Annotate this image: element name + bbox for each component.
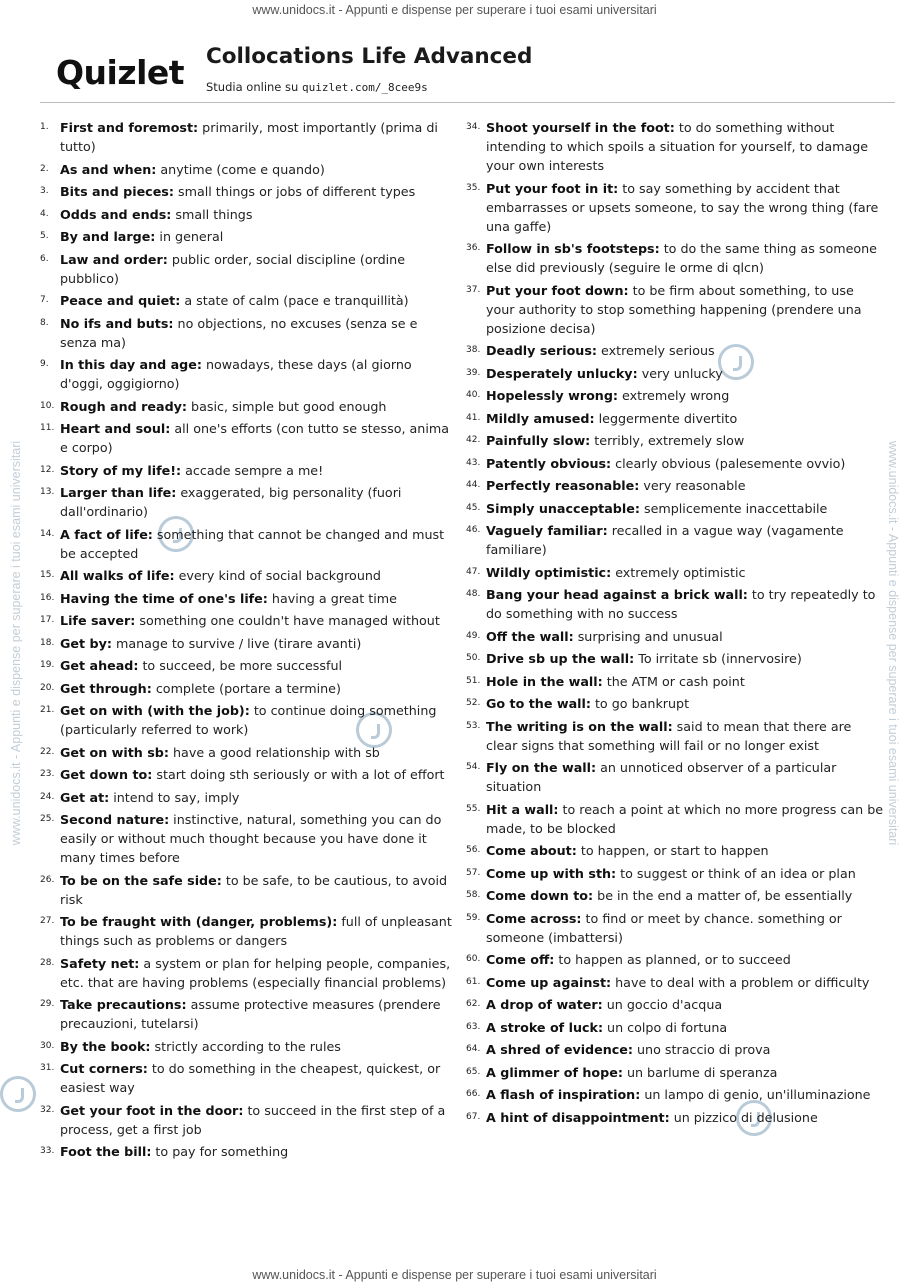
list-item [40, 205, 458, 224]
list-item [466, 694, 884, 713]
list-item [40, 611, 458, 630]
item-term: Hopelessly wrong: [486, 388, 618, 403]
item-definition: all one's efforts (con tutto se stesso, anima e corpo) [60, 421, 450, 455]
item-term: Life saver: [60, 613, 136, 628]
list-item [466, 800, 884, 838]
item-term: Get at: [60, 789, 110, 805]
item-number: 2. [40, 163, 49, 174]
item-number: 59. [466, 912, 481, 923]
item-term: Larger than life: [60, 485, 177, 500]
item-term: To be fraught with (danger, problems): [60, 914, 338, 929]
list-item [466, 521, 884, 559]
item-term: Come up against: [486, 974, 612, 990]
list-item [40, 1142, 458, 1161]
list-item [466, 239, 884, 277]
item-number: 9. [40, 359, 49, 369]
item-definition: un pizzico di delusione [669, 1109, 818, 1125]
item-number: 56. [466, 845, 481, 855]
list-item [40, 483, 458, 521]
list-item [466, 841, 884, 860]
entries-column-left [40, 118, 458, 1165]
item-number: 7. [40, 295, 49, 305]
item-definition: have a good relationship with sb [168, 744, 380, 760]
item-definition: have to deal with a problem or difficulty [611, 974, 870, 990]
watermark-bottom: www.unidocs.it - Appunti e dispense per superare i tuoi esami universitari [252, 1268, 657, 1282]
item-definition: no objections, no excuses (senza se e senza ma) [60, 315, 418, 350]
list-item [40, 1037, 458, 1056]
item-term: Put your foot in it: [486, 180, 619, 196]
item-term: First and foremost: [60, 120, 199, 135]
item-number: 22. [40, 746, 55, 757]
item-term: Hole in the wall: [486, 673, 603, 689]
list-item [40, 743, 458, 762]
item-term: Peace and quiet: [60, 293, 181, 308]
list-item [40, 912, 458, 950]
list-item [466, 364, 884, 383]
item-definition: manage to survive / live (tirare avanti) [111, 635, 362, 651]
list-item [466, 1108, 884, 1127]
item-number: 60. [466, 954, 481, 964]
item-number: 30. [40, 1040, 55, 1051]
item-number: 23. [40, 769, 55, 779]
item-term: Story of my life!: [60, 462, 182, 478]
list-item [466, 386, 884, 405]
item-definition: un barlume di speranza [622, 1064, 778, 1080]
item-number: 53. [466, 720, 481, 731]
item-number: 35. [466, 182, 481, 193]
item-definition: primarily, most importantly (prima di tutto) [60, 120, 438, 154]
list-item [40, 701, 458, 739]
item-definition: to find or meet by chance. something or someone (imbattersi) [486, 910, 842, 945]
item-number: 33. [40, 1146, 55, 1156]
item-number: 8. [40, 317, 49, 328]
item-number: 42. [466, 435, 481, 445]
item-definition: to go bankrupt [590, 696, 690, 711]
item-term: The writing is on the wall: [486, 718, 673, 734]
item-number: 55. [466, 803, 481, 814]
item-definition: very reasonable [639, 478, 746, 493]
item-definition: a system or plan for helping people, companies, etc. that are having problems (especially financial problems) [60, 955, 451, 990]
item-definition: every kind of social background [174, 568, 381, 583]
item-term: Get on with sb: [60, 744, 169, 760]
item-term: Drive sb up the wall: [486, 651, 635, 666]
item-number: 58. [466, 890, 481, 900]
list-item [466, 454, 884, 473]
item-number: 14. [40, 528, 55, 539]
item-number: 50. [466, 653, 481, 663]
item-definition: to suggest or think of an idea or plan [616, 865, 856, 881]
item-term: Bang your head against a brick wall: [486, 587, 748, 602]
item-number: 62. [466, 999, 481, 1009]
item-definition: un lampo di genio, un'illuminazione [640, 1087, 871, 1102]
item-term: As and when: [60, 161, 157, 177]
item-number: 36. [466, 243, 481, 253]
list-item [466, 717, 884, 755]
item-number: 15. [40, 570, 55, 580]
list-item [466, 179, 884, 236]
item-definition: to do the same thing as someone else did previously (seguire le orme di qlcn) [486, 241, 877, 275]
item-term: Get ahead: [60, 658, 139, 673]
list-item [40, 525, 458, 563]
item-number: 12. [40, 464, 55, 475]
item-definition: leggermente divertito [594, 410, 738, 426]
item-term: Odds and ends: [60, 206, 172, 222]
item-definition: exaggerated, big personality (fuori dall'ordinario) [60, 485, 402, 519]
item-number: 67. [466, 1111, 481, 1122]
item-number: 26. [40, 874, 55, 885]
item-definition: assume protective measures (prendere precauzioni, tutelarsi) [60, 997, 441, 1031]
item-term: Mildly amused: [486, 410, 595, 426]
item-number: 32. [40, 1104, 55, 1115]
item-definition: to happen, or start to happen [576, 843, 769, 858]
document-header [40, 40, 895, 103]
item-term: A shred of evidence: [486, 1042, 633, 1057]
item-number: 18. [40, 637, 55, 648]
item-definition: having a great time [267, 590, 397, 606]
item-term: All walks of life: [60, 568, 175, 583]
item-term: Second nature: [60, 812, 170, 827]
item-number: 24. [40, 791, 55, 802]
item-number: 4. [40, 208, 49, 219]
item-term: Safety net: [60, 955, 140, 971]
list-item [40, 954, 458, 992]
item-term: Simply unacceptable: [486, 500, 640, 516]
list-item [40, 810, 458, 867]
item-term: Bits and pieces: [60, 184, 174, 199]
list-item [40, 160, 458, 179]
item-term: Foot the bill: [60, 1144, 152, 1159]
item-number: 5. [40, 231, 49, 241]
item-definition: extremely wrong [618, 388, 730, 403]
item-definition: something that cannot be changed and must be accepted [60, 526, 445, 561]
item-number: 20. [40, 682, 55, 693]
item-definition: anytime (come e quando) [156, 161, 325, 177]
list-item [40, 679, 458, 698]
list-item [40, 291, 458, 310]
item-term: Painfully slow: [486, 433, 591, 448]
entries-column-right [466, 118, 884, 1130]
item-number: 47. [466, 566, 481, 577]
list-item [40, 765, 458, 784]
item-definition: to be safe, to be cautious, to avoid risk [60, 872, 448, 907]
watermark-left: www.unidocs.it - Appunti e dispense per superare i tuoi esami universitari [9, 440, 23, 846]
list-item [466, 909, 884, 947]
item-number: 27. [40, 916, 55, 926]
list-item [40, 566, 458, 585]
item-definition: the ATM or cash point [602, 673, 745, 689]
item-definition: surprising and unusual [573, 628, 723, 644]
item-number: 16. [40, 592, 55, 603]
item-term: A fact of life: [60, 526, 153, 542]
item-term: Get down to: [60, 767, 153, 782]
list-item [40, 118, 458, 156]
item-number: 39. [466, 367, 481, 378]
item-definition: in general [155, 229, 224, 244]
item-number: 52. [466, 698, 481, 708]
list-item [40, 355, 458, 393]
item-term: A stroke of luck: [486, 1019, 604, 1035]
item-term: Get your foot in the door: [60, 1102, 244, 1118]
item-definition: nowadays, these days (al giorno d'oggi, oggigiorno) [60, 357, 412, 391]
item-definition: to say something by accident that embarrasses or upsets someone, to say the wrong thing (fare una gaffe) [486, 180, 879, 234]
item-term: Put your foot down: [486, 282, 629, 298]
item-definition: small things or jobs of different types [173, 184, 416, 199]
item-number: 29. [40, 999, 55, 1009]
item-number: 46. [466, 525, 481, 535]
item-term: Come about: [486, 843, 577, 858]
subtitle-prefix: Studia online su [206, 80, 299, 94]
item-term: A flash of inspiration: [486, 1087, 641, 1102]
item-term: No ifs and buts: [60, 315, 174, 331]
item-number: 34. [466, 122, 481, 132]
item-definition: complete (portare a termine) [151, 680, 341, 696]
item-definition: instinctive, natural, something you can do easily or without much thought because you have done it many times before [60, 812, 442, 865]
item-definition: said to mean that there are clear signs that something will fail or no longer exist [486, 718, 852, 753]
item-number: 66. [466, 1089, 481, 1099]
item-definition: to do something without intending to which spoils a situation for yourself, to damage your own interests [486, 120, 869, 173]
item-number: 64. [466, 1044, 481, 1054]
list-item [466, 476, 884, 495]
item-term: In this day and age: [60, 357, 202, 372]
list-item [466, 995, 884, 1014]
item-definition: to try repeatedly to do something with no success [486, 587, 876, 621]
item-term: Go to the wall: [486, 696, 591, 711]
item-definition: un colpo di fortuna [603, 1019, 728, 1035]
item-definition: extremely optimistic [611, 564, 746, 580]
list-item [40, 788, 458, 807]
item-definition: to be firm about something, to use your authority to stop something happening (prendere una posizione decisa) [486, 282, 862, 336]
item-term: Deadly serious: [486, 343, 597, 358]
item-term: A hint of disappointment: [486, 1109, 670, 1125]
list-item [466, 585, 884, 623]
item-definition: to continue doing something (particularly referred to work) [60, 703, 437, 737]
item-number: 11. [40, 423, 55, 433]
item-definition: uno straccio di prova [632, 1042, 771, 1057]
item-term: Fly on the wall: [486, 760, 597, 775]
item-number: 28. [40, 957, 55, 968]
item-term: Come down to: [486, 888, 594, 903]
item-term: Rough and ready: [60, 398, 187, 414]
item-term: Having the time of one's life: [60, 590, 268, 606]
page-subtitle [206, 80, 428, 94]
item-term: Take precautions: [60, 997, 187, 1012]
item-term: Get on with (with the job): [60, 703, 250, 718]
list-item [40, 250, 458, 288]
list-item [466, 409, 884, 428]
item-term: Come across: [486, 910, 582, 926]
item-term: A glimmer of hope: [486, 1064, 623, 1080]
item-number: 51. [466, 675, 481, 686]
item-term: Cut corners: [60, 1061, 148, 1076]
list-item [466, 1018, 884, 1037]
list-item [40, 634, 458, 653]
item-number: 48. [466, 589, 481, 599]
list-item [466, 864, 884, 883]
item-term: By the book: [60, 1038, 151, 1054]
item-term: Law and order: [60, 251, 168, 267]
item-term: Wildly optimistic: [486, 564, 612, 580]
watermark-right: www.unidocs.it - Appunti e dispense per superare i tuoi esami universitari [886, 440, 900, 846]
item-number: 1. [40, 122, 49, 132]
item-definition: recalled in a vague way (vagamente familiare) [486, 523, 844, 557]
item-number: 13. [40, 487, 55, 497]
item-term: Vaguely familiar: [486, 523, 608, 538]
quizlet-logo: Quizlet [56, 53, 185, 92]
item-number: 17. [40, 615, 55, 625]
item-definition: a state of calm (pace e tranquillità) [180, 293, 409, 308]
item-number: 37. [466, 284, 481, 295]
list-item [40, 314, 458, 352]
list-item [40, 1101, 458, 1139]
item-definition: be in the end a matter of, be essentially [593, 888, 853, 903]
study-link[interactable]: quizlet.com/_8cee9s [301, 81, 428, 94]
list-item [466, 281, 884, 338]
item-definition: to happen as planned, or to succeed [554, 952, 791, 967]
item-term: A drop of water: [486, 997, 603, 1012]
item-definition: terribly, extremely slow [590, 433, 745, 448]
list-item [466, 649, 884, 668]
item-definition: strictly according to the rules [150, 1038, 341, 1054]
item-definition: to do something in the cheapest, quickest, or easiest way [60, 1061, 441, 1095]
item-number: 57. [466, 867, 481, 878]
item-number: 49. [466, 630, 481, 641]
item-number: 3. [40, 186, 49, 196]
item-definition: public order, social discipline (ordine pubblico) [60, 251, 406, 286]
item-definition: un goccio d'acqua [602, 997, 723, 1012]
item-term: Get through: [60, 680, 152, 696]
item-term: Come up with sth: [486, 865, 617, 881]
item-number: 61. [466, 976, 481, 987]
watermark-top: www.unidocs.it - Appunti e dispense per superare i tuoi esami universitari [252, 3, 657, 17]
item-number: 45. [466, 502, 481, 513]
item-number: 43. [466, 457, 481, 468]
item-term: Get by: [60, 635, 112, 651]
item-term: Perfectly reasonable: [486, 478, 640, 493]
list-item [466, 627, 884, 646]
item-definition: small things [171, 206, 253, 222]
item-number: 44. [466, 480, 481, 490]
item-definition: to pay for something [151, 1144, 289, 1159]
list-item [40, 1059, 458, 1097]
item-number: 31. [40, 1063, 55, 1073]
item-definition: to reach a point at which no more progress can be made, to be blocked [486, 801, 884, 836]
item-definition: extremely serious [596, 343, 715, 358]
list-item [40, 589, 458, 608]
list-item [466, 950, 884, 969]
list-item [466, 118, 884, 175]
list-item [40, 227, 458, 246]
item-definition: full of unpleasant things such as problems or dangers [60, 914, 452, 948]
item-definition: semplicemente inaccettabile [639, 500, 828, 516]
item-term: Follow in sb's footsteps: [486, 241, 660, 256]
list-item [40, 397, 458, 416]
item-term: Shoot yourself in the foot: [486, 120, 675, 135]
item-term: Desperately unlucky: [486, 365, 638, 381]
item-term: To be on the safe side: [60, 872, 222, 888]
list-item [466, 431, 884, 450]
item-number: 41. [466, 412, 481, 423]
list-item [466, 1063, 884, 1082]
list-item [40, 656, 458, 675]
item-definition: to succeed in the first step of a process, get a first job [60, 1102, 446, 1137]
item-number: 65. [466, 1066, 481, 1077]
list-item [466, 886, 884, 905]
list-item [466, 563, 884, 582]
list-item [466, 758, 884, 796]
list-item [40, 419, 458, 457]
list-item [40, 182, 458, 201]
item-term: Heart and soul: [60, 421, 171, 436]
list-item [466, 341, 884, 360]
item-number: 54. [466, 762, 481, 772]
item-number: 19. [40, 660, 55, 670]
list-item [466, 499, 884, 518]
item-definition: To irritate sb (innervosire) [634, 651, 802, 666]
item-definition: accade sempre a me! [181, 462, 324, 478]
item-definition: intend to say, imply [109, 789, 240, 805]
item-definition: something one couldn't have managed without [135, 613, 440, 628]
item-number: 40. [466, 390, 481, 400]
item-number: 6. [40, 253, 49, 264]
item-definition: to succeed, be more successful [138, 658, 343, 673]
item-number: 63. [466, 1021, 481, 1032]
item-definition: an unnoticed observer of a particular situation [486, 760, 837, 794]
item-number: 38. [466, 345, 481, 355]
item-number: 10. [40, 400, 55, 411]
list-item [466, 672, 884, 691]
item-term: Patently obvious: [486, 455, 612, 471]
item-number: 25. [40, 814, 55, 824]
item-definition: basic, simple but good enough [187, 398, 387, 414]
item-term: Off the wall: [486, 628, 574, 644]
item-term: Hit a wall: [486, 801, 559, 817]
list-item [466, 1085, 884, 1104]
list-item [466, 1040, 884, 1059]
unidocs-logo-icon [0, 1076, 36, 1112]
list-item [40, 995, 458, 1033]
item-definition: very unlucky [637, 365, 723, 381]
list-item [40, 871, 458, 909]
item-definition: start doing sth seriously or with a lot of effort [152, 767, 445, 782]
item-number: 21. [40, 705, 55, 715]
page-title: Collocations Life Advanced [206, 44, 533, 69]
item-term: Come off: [486, 952, 555, 967]
item-term: By and large: [60, 229, 156, 244]
list-item [40, 461, 458, 480]
list-item [466, 973, 884, 992]
item-definition: clearly obvious (palesemente ovvio) [611, 455, 846, 471]
